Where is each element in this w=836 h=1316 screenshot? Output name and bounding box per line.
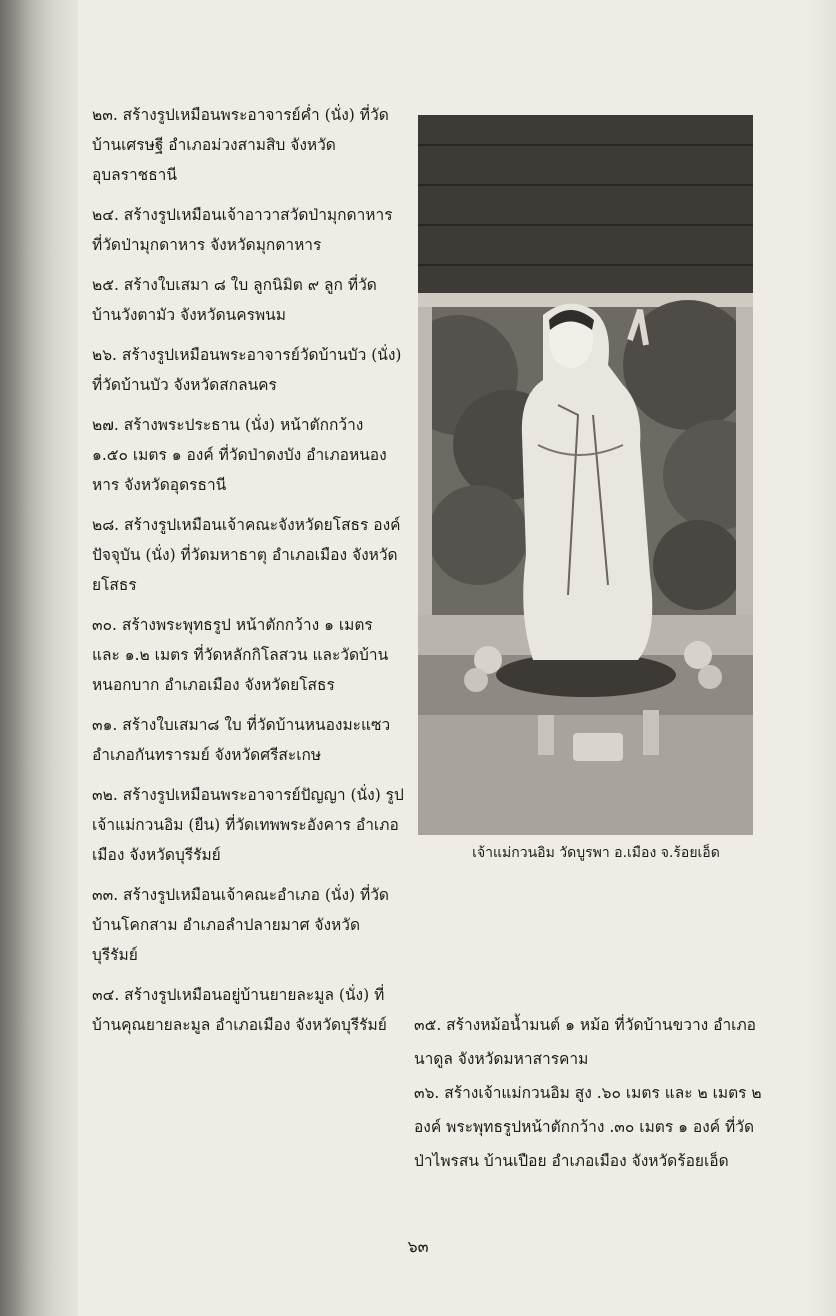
list-item-33: ๓๓. สร้างรูปเหมือนเจ้าคณะอำเภอ (นั่ง) ที่วัดบ้านโคกสาม อำเภอลำปลายมาศ จังหวัดบุรีรัมย์ — [92, 886, 389, 964]
list-item-25: ๒๕. สร้างใบเสมา ๘ ใบ ลูกนิมิต ๙ ลูก ที่วัดบ้านวังตามัว จังหวัดนครพนม — [92, 276, 377, 324]
list-item-34: ๓๔. สร้างรูปเหมือนอยู่บ้านยายละมูล (นั่ง) ที่บ้านคุณยายละมูล อำเภอเมือง จังหวัดบุรีรัมย์ — [92, 986, 387, 1034]
book-spine-shadow — [0, 0, 78, 1316]
page-number: ๖๓ — [407, 1237, 429, 1256]
guanyin-statue-photo — [418, 115, 753, 835]
list-item-26: ๒๖. สร้างรูปเหมือนพระอาจารย์วัดบ้านบัว (นั่ง) ที่วัดบ้านบัว จังหวัดสกลนคร — [92, 346, 402, 394]
page-edge — [808, 0, 836, 1316]
list-item-27: ๒๗. สร้างพระประธาน (นั่ง) หน้าตักกว้าง ๑.๕๐ เมตร ๑ องค์ ที่วัดป่าดงบัง อำเภอหนองหาร จังหวัดอุดรธานี — [92, 416, 387, 494]
photo-caption: เจ้าแม่กวนอิม วัดบูรพา อ.เมือง จ.ร้อยเอ็ด — [472, 845, 720, 861]
list-item-23: ๒๓. สร้างรูปเหมือนพระอาจารย์ค่ำ (นั่ง) ที่วัดบ้านเศรษฐี อำเภอม่วงสามสิบ จังหวัดอุบลราชธานี — [92, 106, 389, 184]
left-text-column — [92, 100, 404, 1050]
right-text-column — [414, 1008, 762, 1178]
list-item-28: ๒๘. สร้างรูปเหมือนเจ้าคณะจังหวัดยโสธร องค์ปัจจุบัน (นั่ง) ที่วัดมหาธาตุ อำเภอเมือง จังหวัดยโสธร — [92, 516, 401, 594]
list-item-31: ๓๑. สร้างใบเสมา๘ ใบ ที่วัดบ้านหนองมะแซว อำเภอกันทรารมย์ จังหวัดศรีสะเกษ — [92, 716, 391, 764]
list-item-35: ๓๕. สร้างหม้อน้ำมนต์ ๑ หม้อ ที่วัดบ้านขวาง อำเภอนาดูล จังหวัดมหาสารคาม — [414, 1016, 756, 1068]
list-item-24: ๒๔. สร้างรูปเหมือนเจ้าอาวาสวัดป่ามุกดาหาร ที่วัดป่ามุกดาหาร จังหวัดมุกดาหาร — [92, 206, 393, 254]
list-item-36: ๓๖. สร้างเจ้าแม่กวนอิม สูง .๖๐ เมตร และ ๒ เมตร ๒ องค์ พระพุทธรูปหน้าตักกว้าง .๓๐ เมตร ๑ องค์ ที่วัดป่าไพรสน บ้านเปือย อำเภอเมือง จังหวัดร้อยเอ็ด — [414, 1084, 762, 1170]
list-item-32: ๓๒. สร้างรูปเหมือนพระอาจารย์ปัญญา (นั่ง) รูปเจ้าแม่กวนอิม (ยืน) ที่วัดเทพพระอังคาร อำเภอเมือง จังหวัดบุรีรัมย์ — [92, 786, 404, 864]
list-item-30: ๓๐. สร้างพระพุทธรูป หน้าตักกว้าง ๑ เมตร และ ๑.๒ เมตร ที่วัดหลักกิโลสวน และวัดบ้านหนอกบาก อำเภอเมือง จังหวัดยโสธร — [92, 616, 389, 694]
